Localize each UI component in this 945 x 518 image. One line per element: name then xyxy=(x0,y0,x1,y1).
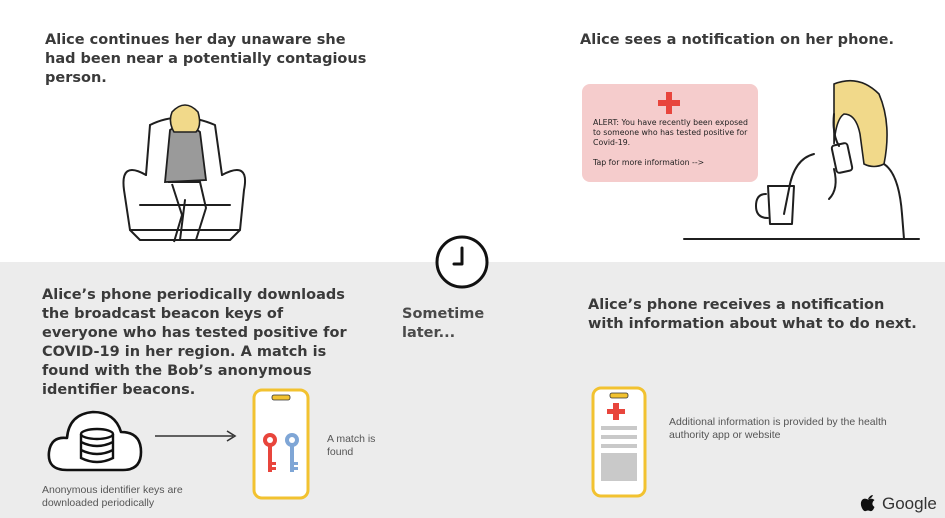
armchair-person-illustration xyxy=(110,90,260,250)
arrow-right-icon xyxy=(155,428,239,444)
cloud-database-icon xyxy=(45,400,145,476)
clock-icon xyxy=(434,234,490,290)
medical-cross-icon xyxy=(658,92,680,114)
phone-info-icon xyxy=(591,386,647,498)
phone-keys-icon xyxy=(252,388,310,500)
alert-link[interactable]: Tap for more information --> xyxy=(593,158,705,167)
top-left-heading: Alice continues her day unaware she had been near a potentially contagious person. xyxy=(45,32,367,86)
cloud-caption: Anonymous identifier keys are downloaded periodically xyxy=(42,484,183,509)
woman-with-phone-illustration xyxy=(684,74,919,244)
info-caption: Additional information is provided by the health authority app or website xyxy=(669,416,887,441)
match-caption: A match is found xyxy=(327,433,376,458)
bottom-right-heading: Alice’s phone receives a notification with information about what to do next. xyxy=(588,297,917,332)
google-wordmark: Google xyxy=(882,494,937,513)
alert-message: ALERT: You have recently been exposed to someone who has tested positive for Covid-19. xyxy=(593,118,748,147)
sometime-later-label: Sometime later... xyxy=(402,306,485,341)
top-right-heading: Alice sees a notification on her phone. xyxy=(580,32,895,48)
apple-icon xyxy=(860,494,876,512)
bottom-left-heading: Alice’s phone periodically downloads the broadcast beacon keys of everyone who has tested positive for COVID-19 in her region. A match is found with the Bob’s anonymous identifier beacons. xyxy=(42,287,347,398)
